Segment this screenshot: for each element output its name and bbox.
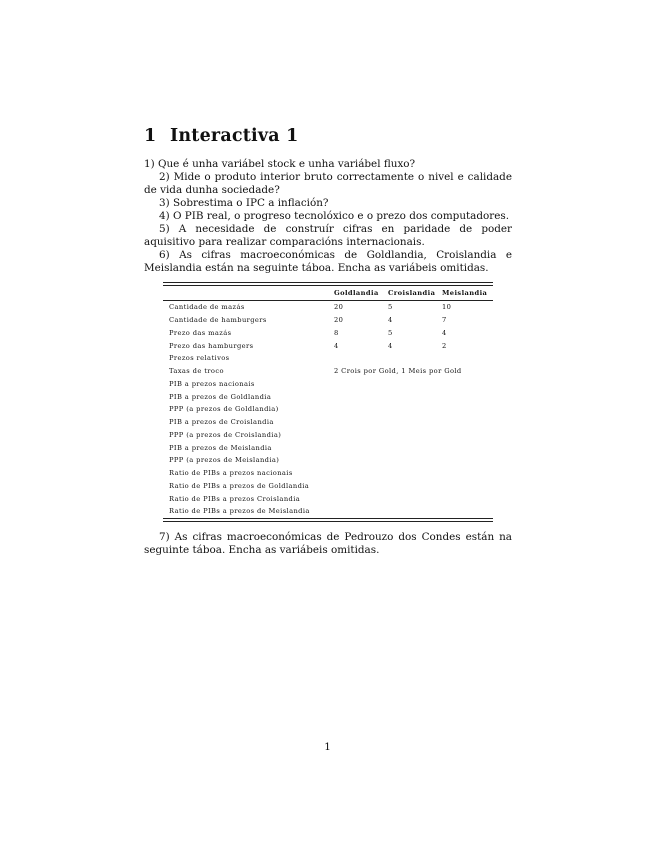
table-row (163, 441, 493, 454)
table-row (163, 365, 493, 378)
question-3: 3) Sobrestima o IPC a inflación? (159, 197, 329, 209)
cell-goldlandia (334, 480, 388, 493)
cell-goldlandia (334, 352, 388, 365)
row-label: Ratio de PIBs a prezos de Meislandia (169, 507, 310, 516)
row-label: PPP (a prezos de Goldlandia) (169, 405, 279, 414)
table-row (163, 378, 493, 391)
table-row (163, 429, 493, 442)
section-heading (144, 126, 298, 146)
row-label: Taxas de troco (169, 367, 224, 376)
cell-croislandia (388, 492, 442, 505)
cell-meislandia (442, 390, 493, 403)
row-label: PIB a prezos de Croislandia (169, 418, 274, 427)
section-title: Interactiva 1 (170, 126, 299, 146)
cell-croislandia (388, 429, 442, 442)
cell-goldlandia (334, 454, 388, 467)
row-label: Cantidade de mazás (169, 303, 245, 312)
cell-goldlandia: 8 (334, 328, 339, 337)
header-meislandia: Meislandia (442, 289, 488, 297)
cell-goldlandia: 4 (334, 341, 339, 350)
cell-croislandia (388, 403, 442, 416)
table-row (163, 390, 493, 403)
page-number: 1 (324, 741, 331, 753)
question-4: 4) O PIB real, o progreso tecnolóxico e o prezo dos computadores. (159, 210, 510, 222)
cell-goldlandia: 20 (334, 303, 344, 312)
table-body (163, 301, 493, 518)
table-row (163, 339, 493, 352)
cell-croislandia: 5 (388, 303, 393, 312)
cell-meislandia (442, 467, 493, 480)
question-5: 5) A necesidade de construír cifras en paridade de poder aquisitivo para realizar comparacións internacionais. (144, 223, 512, 248)
row-label: PIB a prezos de Meislandia (169, 443, 272, 452)
cell-goldlandia (334, 429, 388, 442)
cell-meislandia: 2 (442, 341, 447, 350)
row-label: Prezo das hamburgers (169, 341, 254, 350)
header-empty (163, 286, 334, 301)
cell-meislandia (442, 480, 493, 493)
exchange-rate-cell: 2 Crois por Gold, 1 Meis por Gold (334, 367, 462, 376)
cell-croislandia (388, 454, 442, 467)
cell-goldlandia: 20 (334, 316, 344, 325)
cell-croislandia (388, 505, 442, 518)
table-row (163, 352, 493, 365)
cell-meislandia (442, 454, 493, 467)
macro-table (163, 282, 493, 522)
table-row (163, 301, 493, 314)
cell-goldlandia (334, 441, 388, 454)
table-row (163, 505, 493, 518)
row-label: PIB a prezos de Goldlandia (169, 392, 272, 401)
row-label: Ratio de PIBs a prezos de Goldlandia (169, 481, 310, 490)
section-number: 1 (144, 126, 157, 146)
table-row (163, 314, 493, 327)
table-row (163, 480, 493, 493)
row-label: PIB a prezos nacionais (169, 379, 255, 388)
table-row (163, 467, 493, 480)
table-row (163, 403, 493, 416)
cell-croislandia: 5 (388, 328, 393, 337)
row-label: Ratio de PIBs a prezos Croislandia (169, 494, 301, 503)
question-1: 1) Que é unha variábel stock e unha variábel fluxo? (144, 158, 416, 170)
cell-croislandia (388, 390, 442, 403)
table-row (163, 416, 493, 429)
header-goldlandia: Goldlandia (334, 289, 379, 297)
cell-goldlandia (334, 416, 388, 429)
cell-meislandia (442, 403, 493, 416)
cell-goldlandia (334, 378, 388, 391)
cell-goldlandia (334, 403, 388, 416)
table-bottom-rule (163, 518, 493, 522)
question-7: 7) As cifras macroeconómicas de Pedrouzo dos Condes están na seguinte táboa. Encha as variábeis omitidas. (144, 531, 512, 556)
cell-goldlandia (334, 467, 388, 480)
header-croislandia: Croislandia (388, 289, 436, 297)
cell-croislandia: 4 (388, 341, 393, 350)
cell-croislandia: 4 (388, 316, 393, 325)
cell-meislandia (442, 492, 493, 505)
row-label: Cantidade de hamburgers (169, 316, 267, 325)
cell-croislandia (388, 378, 442, 391)
cell-meislandia: 7 (442, 316, 447, 325)
row-label: Prezo das mazás (169, 328, 232, 337)
cell-meislandia (442, 429, 493, 442)
cell-meislandia (442, 505, 493, 518)
cell-croislandia (388, 352, 442, 365)
row-label: PPP (a prezos de Meislandia) (169, 456, 280, 465)
cell-meislandia (442, 441, 493, 454)
row-label: Ratio de PIBs a prezos nacionais (169, 469, 293, 478)
cell-croislandia (388, 441, 442, 454)
cell-meislandia (442, 416, 493, 429)
cell-meislandia: 4 (442, 328, 447, 337)
cell-croislandia (388, 416, 442, 429)
row-label: PPP (a prezos de Croislandia) (169, 430, 282, 439)
table-header-row (163, 286, 493, 301)
cell-goldlandia (334, 505, 388, 518)
table-row (163, 492, 493, 505)
table-row (163, 327, 493, 340)
question-2: 2) Mide o produto interior bruto correctamente o nivel e calidade de vida dunha sociedade? (144, 171, 512, 196)
cell-goldlandia (334, 390, 388, 403)
question-6: 6) As cifras macroeconómicas de Goldlandia, Croislandia e Meislandia están na seguinte táboa. Encha as variábeis omitidas. (144, 249, 512, 274)
cell-meislandia (442, 378, 493, 391)
cell-meislandia: 10 (442, 303, 452, 312)
data-table (163, 286, 493, 518)
table-row (163, 454, 493, 467)
cell-meislandia (442, 352, 493, 365)
row-label: Prezos relativos (169, 354, 230, 363)
cell-croislandia (388, 467, 442, 480)
cell-goldlandia (334, 492, 388, 505)
cell-croislandia (388, 480, 442, 493)
